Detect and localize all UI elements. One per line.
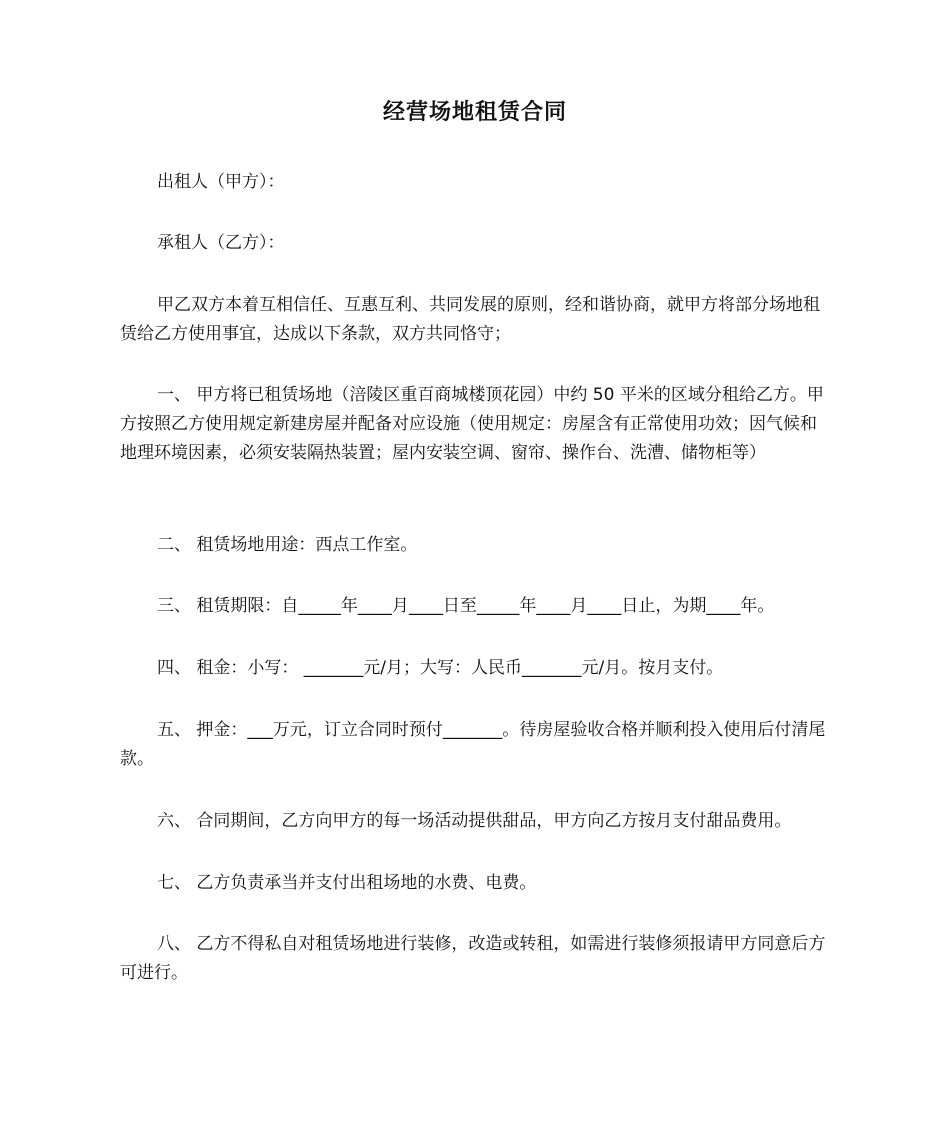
lessor-line: 出租人（甲方）： xyxy=(157,172,285,192)
clause-7: 七、 乙方负责承当并支付出租场地的水费、电费。 xyxy=(157,873,537,893)
clause-5: 五、 押金：___万元，订立合同时预付_______。待房屋验收合格并顺利投入使用后付清尾款。 xyxy=(120,720,826,769)
lessee-line: 承租人（乙方）： xyxy=(157,233,285,253)
clause-4: 四、 租金：小写： _______元/月；大写：人民币_______元/月。按月支付。 xyxy=(157,658,724,678)
clause-8: 八、 乙方不得私自对租赁场地进行装修，改造或转租，如需进行装修须报请甲方同意后方可进行。 xyxy=(120,934,826,983)
clause-6: 六、 合同期间，乙方向甲方的每一场活动提供甜品，甲方向乙方按月支付甜品费用。 xyxy=(157,811,792,831)
clause-1: 一、 甲方将已租赁场地（涪陵区重百商城楼顶花园）中约 50 平米的区域分租给乙方。甲方按照乙方使用规定新建房屋并配备对应设施（使用规定：房屋含有正常使用功效；因气候和地理环境因素，必须安装隔热装置；屋内安装空调、窗帘、操作台、洗漕、储物柜等） xyxy=(120,385,824,463)
preamble-paragraph: 甲乙双方本着互相信任、互惠互利、共同发展的原则，经和谐协商，就甲方将部分场地租赁给乙方使用事宜，达成以下条款，双方共同恪守； xyxy=(120,295,820,344)
clause-2: 二、 租赁场地用途：西点工作室。 xyxy=(157,535,418,555)
document-title: 经营场地租赁合同 xyxy=(382,100,567,125)
clause-3: 三、 租赁期限：自_____年____月____日至_____年____月____日止，为期____年。 xyxy=(157,596,775,616)
